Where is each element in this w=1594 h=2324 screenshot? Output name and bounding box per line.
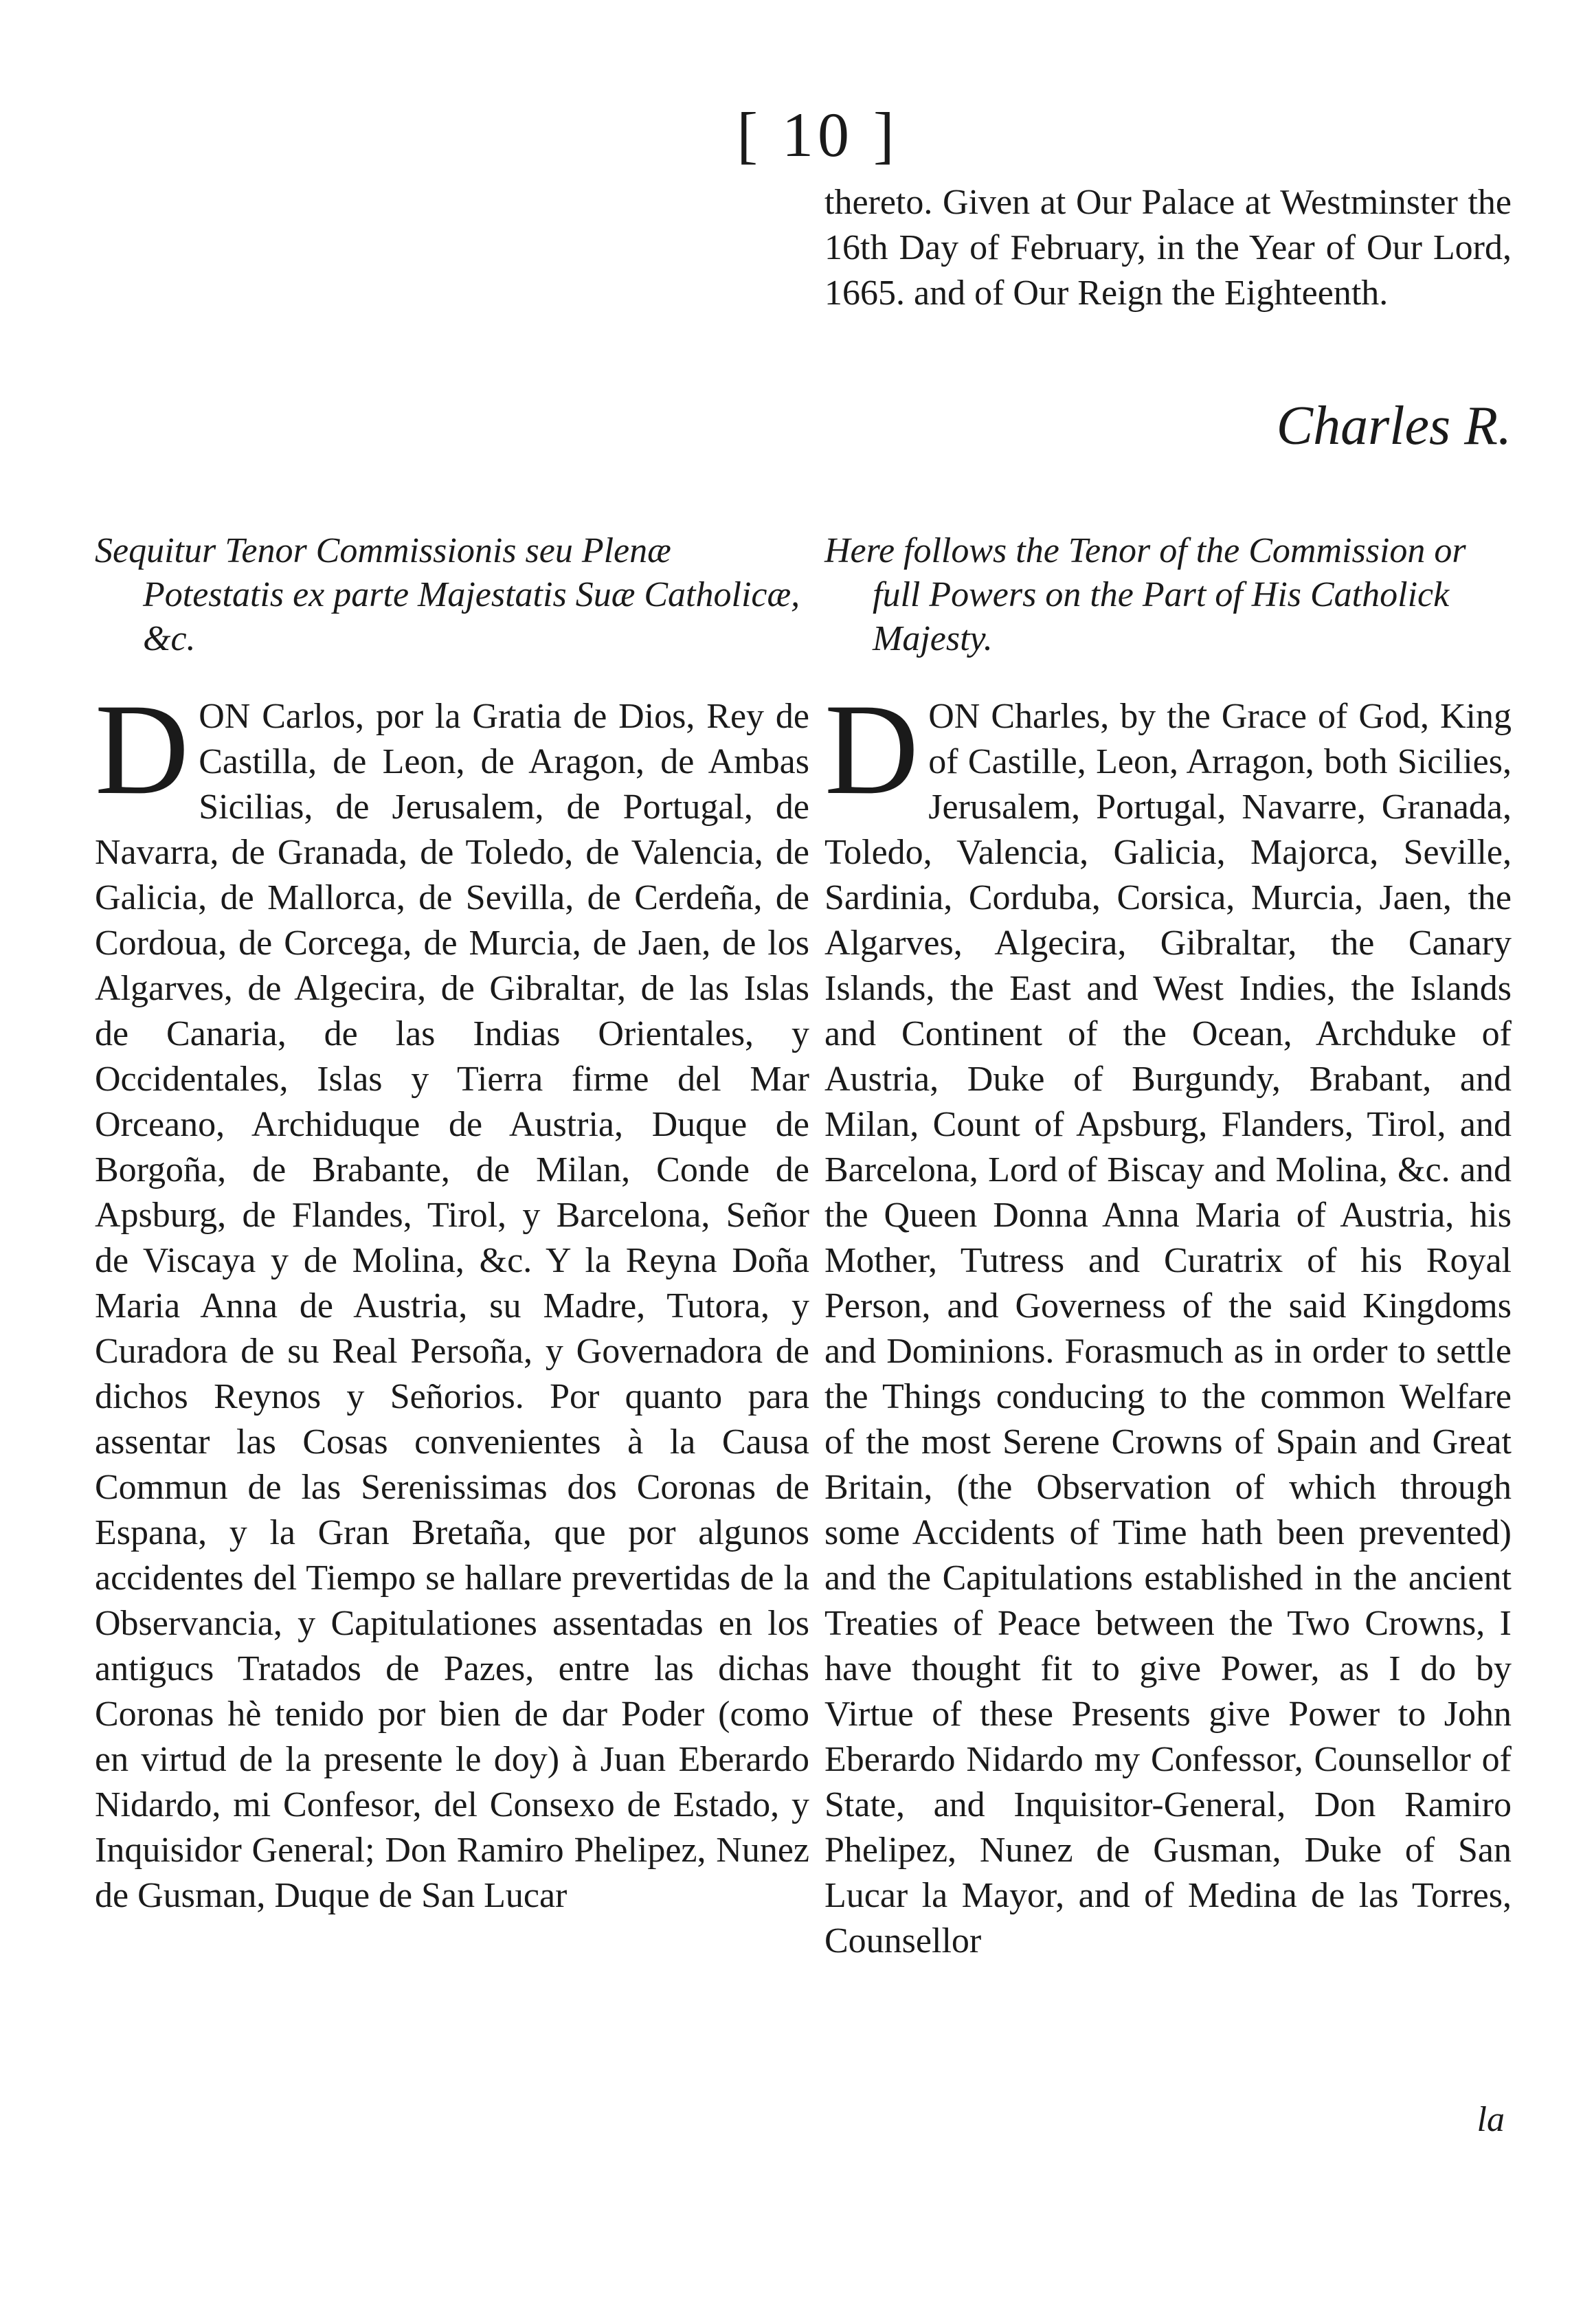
spanish-drop-cap: D	[95, 678, 190, 822]
english-drop-cap: D	[824, 678, 919, 822]
english-closing-paragraph: thereto. Given at Our Palace at Westminster the 16th Day of February, in the Year of Our Lord, 1665. and of Our Reign the Eighteenth.	[824, 183, 1512, 313]
english-heading-text: Here follows the Tenor of the Commission or full Powers on the Part of His Catholick Majesty.	[824, 531, 1466, 658]
english-heading	[824, 529, 1512, 661]
page-number: [ 10 ]	[737, 100, 899, 170]
english-body-text: ON Charles, by the Grace of God, King of Castille, Leon, Arragon, both Sicilies, Jerusalem, Portugal, Navarre, Granada, Toledo, Valencia, Galicia, Majorca, Seville, Sardinia, Corduba, Corsica, Murcia, Jaen, the Algarves, Algecira, Gibraltar, the Canary Islands, the East and West Indies, the Islands and Continent of the Ocean, Archduke of Austria, Duke of Burgundy, Brabant, and Milan, Count of Apsburg, Flanders, Tirol, and Barcelona, Lord of Biscay and Molina, &c. and the Queen Donna Anna Maria of Austria, his Mother, Tutress and Curatrix of his Royal Person, and Governess of the said Kingdoms and Dominions. Forasmuch as in order to settle the Things conducing to the common Welfare of the most Serene Crowns of Spain and Great Britain, (the Observation of which through some Accidents of Time hath been prevented) and the Capitulations established in the ancient Treaties of Peace between the Two Crowns, I have thought fit to give Power, as I do by Virtue of these Presents give Power to John Eberardo Nidardo my Confessor, Counsellor of State, and Inquisitor-General, Don Ramiro Phelipez, Nunez de Gusman, Duke of San Lucar la Mayor, and of Medina de las Torres, Counsellor	[824, 697, 1512, 1960]
spanish-body-text: ON Carlos, por la Gratia de Dios, Rey de Castilla, de Leon, de Aragon, de Ambas Sicilias, de Jerusalem, de Portugal, de Navarra, de Granada, de Toledo, de Valencia, de Galicia, de Mallorca, de Sevilla, de Cerdeña, de Cordoua, de Corcega, de Murcia, de Jaen, de los Algarves, de Algecira, de Gibraltar, de las Islas de Canaria, de las Indias Orientales, y Occidentales, Islas y Tierra firme del Mar Orceano, Archiduque de Austria, Duque de Borgoña, de Brabante, de Milan, Conde de Apsburg, de Flandes, Tirol, y Barcelona, Señor de Viscaya y de Molina, &c. Y la Reyna Doña Maria Anna de Austria, su Madre, Tutora, y Curadora de su Real Persoña, y Governadora de dichos Reynos y Señorios. Por quanto para assentar las Cosas convenientes à la Causa Commun de las Serenissimas dos Coronas de Espana, y la Gran Bretaña, que por algunos accidentes del Tiempo se hallare prevertidas de la Observancia, y Capitulationes assentadas en los antigucs Tratados de Pazes, entre las dichas Coronas hè tenido por bien de dar Poder (como en virtud de la presente le doy) à Juan Eberardo Nidardo, mi Confesor, del Consexo de Estado, y Inquisidor General; Don Ramiro Phelipez, Nunez de Gusman, Duque de San Lucar	[95, 697, 809, 1915]
royal-signature: Charles R.	[1276, 396, 1512, 456]
latin-heading-text: Sequitur Tenor Commissionis seu Plenæ Potestatis ex parte Majestatis Suæ Catholicæ, &c.	[95, 531, 800, 658]
catchword: la	[1477, 2100, 1505, 2139]
spanish-column	[95, 678, 809, 1919]
latin-heading	[95, 529, 809, 661]
english-column	[824, 678, 1512, 1964]
